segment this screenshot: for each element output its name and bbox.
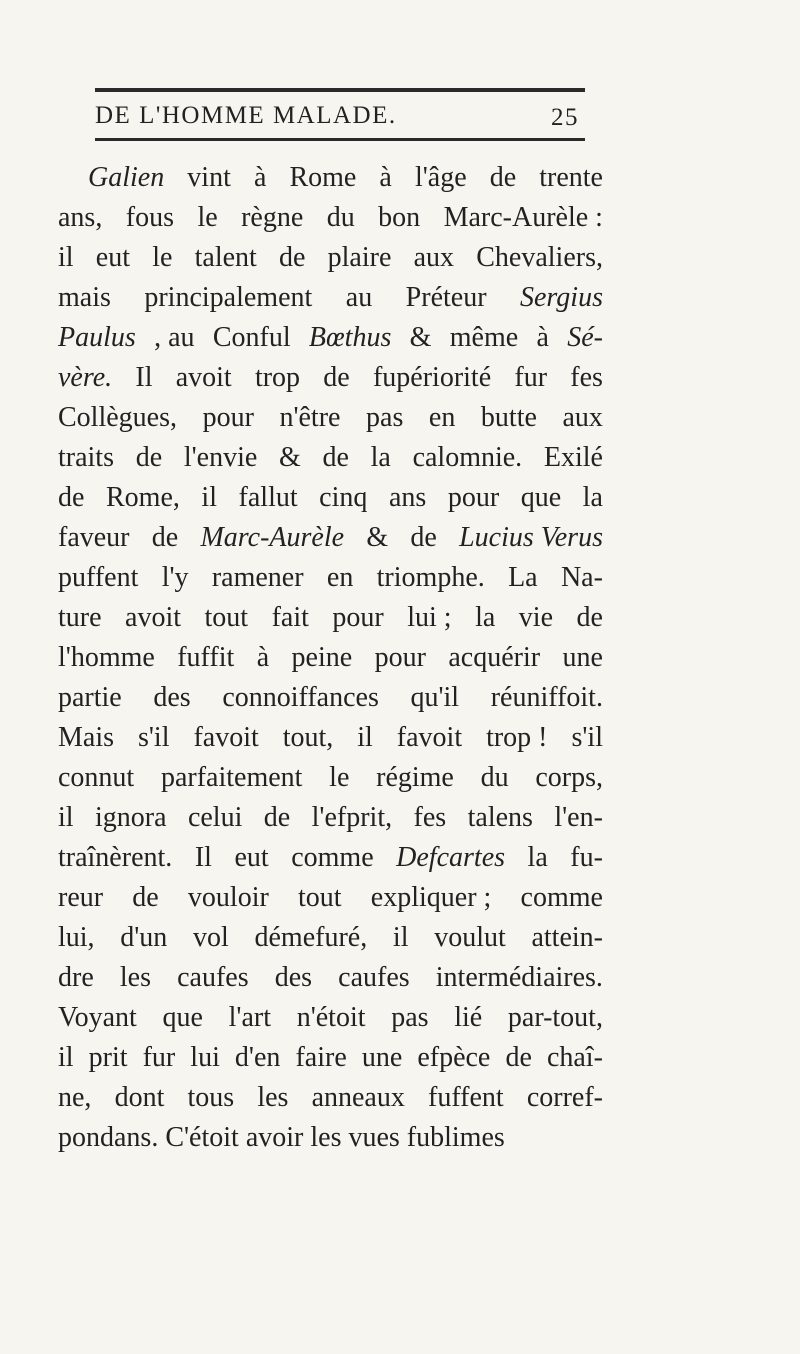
word: démefuré, <box>254 922 368 953</box>
page-number: 25 <box>551 104 579 131</box>
text-line <box>58 1038 603 1078</box>
text-line <box>58 798 603 838</box>
word: fes <box>413 802 447 833</box>
word: qu'il <box>410 682 460 713</box>
word: au <box>345 282 373 313</box>
word: attein- <box>531 922 603 953</box>
word: de <box>410 522 437 553</box>
word: à <box>253 162 267 193</box>
word: tout, <box>282 722 334 753</box>
word: pour <box>202 402 254 433</box>
word: chaî- <box>546 1042 603 1073</box>
word: par-tout, <box>507 1002 603 1033</box>
word: l'envie <box>183 442 258 473</box>
word: vint <box>187 162 231 193</box>
word: Collègues, <box>58 402 177 433</box>
running-title: DE L'HOMME MALADE. <box>95 102 397 129</box>
word: Bœthus <box>308 322 392 353</box>
text-line <box>58 1078 603 1118</box>
word: Voyant <box>58 1002 137 1033</box>
word: avoit <box>175 362 232 393</box>
text-line <box>58 358 603 398</box>
word: de <box>323 362 350 393</box>
word: l'efprit, <box>311 802 393 833</box>
word: Conful <box>212 322 291 353</box>
text-line <box>58 718 603 758</box>
word: Na- <box>560 562 603 593</box>
word: lui ; <box>407 602 452 633</box>
word: régime <box>376 762 454 793</box>
word: connut <box>58 762 135 793</box>
word: de <box>322 442 349 473</box>
word: plaire <box>327 242 392 273</box>
word: mais <box>58 282 111 313</box>
word: favoit <box>396 722 463 753</box>
word: Galien <box>88 162 165 193</box>
word: fuffent <box>428 1082 504 1113</box>
word: lui, <box>58 922 95 953</box>
word: la <box>475 602 496 633</box>
word: trop <box>254 362 301 393</box>
word: Marc-Aurèle <box>200 522 345 553</box>
word: de <box>151 522 179 553</box>
word: l'en- <box>554 802 603 833</box>
text-line <box>58 318 603 358</box>
text-line <box>58 638 603 678</box>
word: Marc-Aurèle : <box>443 202 603 233</box>
text-line <box>58 878 603 918</box>
word: caufes <box>177 962 249 993</box>
word: de <box>135 442 163 473</box>
text-line <box>58 1118 603 1158</box>
word: vère. <box>58 362 113 393</box>
word: les <box>310 1122 342 1153</box>
word: acquérir <box>448 642 541 673</box>
word: Defcartes <box>396 842 506 873</box>
word: Mais <box>58 722 114 753</box>
word: du <box>326 202 355 233</box>
text-line <box>58 278 603 318</box>
word: la <box>582 482 603 513</box>
word: même <box>449 322 519 353</box>
word: la <box>527 842 548 873</box>
word: pour <box>332 602 384 633</box>
word: comme <box>291 842 374 873</box>
word: eut <box>234 842 269 873</box>
word: que <box>520 482 562 513</box>
word: les <box>119 962 151 993</box>
word: fuffit <box>177 642 235 673</box>
word: faveur <box>58 522 130 553</box>
word: corref- <box>526 1082 603 1113</box>
word: talens <box>467 802 533 833</box>
word: fu- <box>570 842 603 873</box>
word: il <box>201 482 217 513</box>
word: de <box>505 1042 532 1073</box>
word: & <box>366 522 389 553</box>
word: tout <box>204 602 249 633</box>
word: une <box>361 1042 403 1073</box>
word: & <box>409 322 432 353</box>
word: prit <box>88 1042 128 1073</box>
word: le <box>329 762 350 793</box>
word: l'âge <box>414 162 467 193</box>
word: fait <box>271 602 309 633</box>
word: règne <box>241 202 304 233</box>
word: d'un <box>120 922 168 953</box>
word: Rome, <box>105 482 180 513</box>
word: Paulus <box>58 322 136 353</box>
word: pas <box>366 402 404 433</box>
word: trente <box>539 162 603 193</box>
word: cinq <box>319 482 368 513</box>
word: n'être <box>279 402 341 433</box>
word: à <box>379 162 392 193</box>
word: dont <box>114 1082 165 1113</box>
word: pour <box>374 642 426 673</box>
word: faire <box>295 1042 347 1073</box>
word: intermédiaires. <box>435 962 603 993</box>
word: des <box>153 682 191 713</box>
word: C'étoit <box>165 1122 239 1153</box>
word: de <box>576 602 603 633</box>
header-rule <box>95 138 585 141</box>
word: ignora <box>94 802 167 833</box>
text-line <box>58 558 603 598</box>
word: à <box>536 322 549 353</box>
word: talent <box>194 242 257 273</box>
word: de <box>132 882 159 913</box>
text-line <box>58 958 603 998</box>
word: réuniffoit. <box>490 682 603 713</box>
word: vol <box>193 922 229 953</box>
word: de <box>263 802 291 833</box>
word: n'étoit <box>296 1002 366 1033</box>
text-line <box>58 518 603 558</box>
word: pondans. <box>58 1122 159 1153</box>
word: de <box>489 162 517 193</box>
text-line <box>58 678 603 718</box>
word: s'il <box>571 722 603 753</box>
word: comme <box>520 882 603 913</box>
word: lui <box>190 1042 220 1073</box>
word: l'art <box>228 1002 271 1033</box>
word: le <box>197 202 218 233</box>
word: ramener <box>211 562 304 593</box>
word: s'il <box>137 722 170 753</box>
word: favoit <box>193 722 259 753</box>
word: lié <box>454 1002 483 1033</box>
word: des <box>274 962 313 993</box>
word: connoiffances <box>222 682 379 713</box>
word: Exilé <box>543 442 603 473</box>
word: fur <box>514 362 548 393</box>
word: fur <box>142 1042 176 1073</box>
word: reur <box>58 882 104 913</box>
word: ans <box>388 482 427 513</box>
word: aux <box>562 402 603 433</box>
word: Préteur <box>405 282 487 313</box>
word: en <box>326 562 354 593</box>
word: bon <box>378 202 421 233</box>
word: anneaux <box>311 1082 405 1113</box>
word: parfaitement <box>160 762 303 793</box>
word: tout <box>298 882 342 913</box>
word: vouloir <box>187 882 269 913</box>
word: de <box>58 482 85 513</box>
word: puffent <box>58 562 139 593</box>
word: tous <box>187 1082 235 1113</box>
word: Sé- <box>567 322 603 353</box>
word: l'y <box>161 562 189 593</box>
word: fes <box>570 362 603 393</box>
word: il <box>58 242 74 273</box>
word: fallut <box>238 482 298 513</box>
word: trop ! <box>486 722 548 753</box>
word: Chevaliers, <box>476 242 603 273</box>
word: La <box>508 562 538 593</box>
word: les <box>257 1082 289 1113</box>
word: il <box>58 802 74 833</box>
word: il <box>58 1042 74 1073</box>
word: corps, <box>535 762 603 793</box>
word: la <box>370 442 391 473</box>
word: eut <box>95 242 130 273</box>
word: traits <box>58 442 114 473</box>
word: efpèce <box>417 1042 491 1073</box>
text-line <box>58 478 603 518</box>
word: voulut <box>434 922 506 953</box>
word: il <box>392 922 409 953</box>
word: & <box>279 442 301 473</box>
word: de <box>279 242 306 273</box>
word: aux <box>413 242 455 273</box>
word: , au <box>154 322 195 353</box>
text-line <box>58 398 603 438</box>
word: avoit <box>125 602 182 633</box>
word: ne, <box>58 1082 92 1113</box>
word: peine <box>291 642 353 673</box>
word: d'en <box>234 1042 281 1073</box>
word: fupériorité <box>372 362 492 393</box>
text-line <box>58 438 603 478</box>
word: calomnie. <box>412 442 523 473</box>
body-text <box>58 158 603 1158</box>
word: Sergius <box>520 282 603 313</box>
text-line <box>58 198 603 238</box>
word: le <box>152 242 173 273</box>
word: une <box>562 642 603 673</box>
text-line <box>58 158 603 198</box>
text-line <box>58 918 603 958</box>
text-line <box>58 598 603 638</box>
word: Il <box>194 842 212 873</box>
text-line <box>58 838 603 878</box>
word: pour <box>447 482 500 513</box>
word: caufes <box>338 962 410 993</box>
word: à <box>256 642 270 673</box>
page-header <box>95 96 585 136</box>
word: expliquer ; <box>370 882 492 913</box>
word: fublimes <box>406 1122 505 1153</box>
word: celui <box>187 802 243 833</box>
word: Lucius Verus <box>459 522 603 553</box>
text-line <box>58 998 603 1038</box>
header-top-rule <box>95 88 585 92</box>
word: vie <box>518 602 554 633</box>
word: pas <box>391 1002 429 1033</box>
word: butte <box>480 402 537 433</box>
text-line <box>58 238 603 278</box>
word: triomphe. <box>376 562 485 593</box>
word: principalement <box>144 282 313 313</box>
word: avoir <box>245 1122 304 1153</box>
word: du <box>480 762 509 793</box>
word: ans, <box>58 202 103 233</box>
word: traînèrent. <box>58 842 173 873</box>
word: en <box>428 402 456 433</box>
word: vues <box>348 1122 400 1153</box>
word: dre <box>58 962 94 993</box>
word: il <box>357 722 373 753</box>
word: ture <box>58 602 102 633</box>
text-line <box>58 758 603 798</box>
word: Il <box>135 362 153 393</box>
word: partie <box>58 682 122 713</box>
word: que <box>162 1002 203 1033</box>
word: fous <box>125 202 174 233</box>
word: l'homme <box>58 642 155 673</box>
word: Rome <box>289 162 357 193</box>
